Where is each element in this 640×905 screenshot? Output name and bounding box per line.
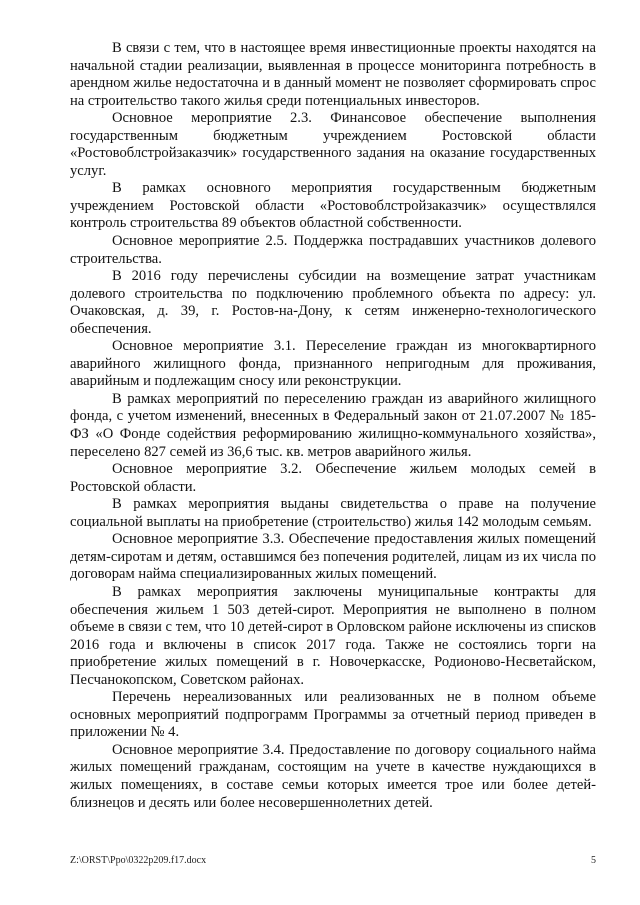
paragraph: В рамках мероприятия заключены муниципальные контракты для обеспечения жильем 1 503 детей-сирот. Мероприятия не выполнено в полном объеме в связи с тем, что 10 детей-сирот в Орловском районе исключены из списков 2016 года и включены в список 2017 года. Также не состоялись торги на приобретение жилых помещений в г. Новочеркасске, Родионово-Несветайском, Песчанокопском, Советском районах. (70, 583, 596, 688)
paragraph: Основное мероприятие 3.4. Предоставление по договору социального найма жилых помещений гражданам, состоящим на учете в качестве нуждающихся в жилых помещениях, в составе семьи которых имеется трое или более детей-близнецов и десять или более несовершеннолетних детей. (70, 741, 596, 811)
paragraph: Основное мероприятие 3.3. Обеспечение предоставления жилых помещений детям-сиротам и детям, оставшимся без попечения родителей, лицам из их числа по договорам найма специализированных жилых помещений. (70, 531, 596, 583)
paragraph: Основное мероприятие 2.3. Финансовое обеспечение выполнения государственным бюджетным учреждением Ростовской области «Ростовоблстройзаказчик» государственного задания на оказание государственных услуг. (70, 110, 596, 179)
footer-file-path: Z:\ORST\Ppo\0322p209.f17.docx (70, 855, 207, 866)
paragraph: В рамках мероприятий по переселению граждан из аварийного жилищного фонда, с учетом изменений, внесенных в Федеральный закон от 21.07.2007 № 185-ФЗ «О Фонде содействия реформированию жилищно-коммунального хозяйства», переселено 827 семей из 36,6 тыс. кв. метров аварийного жилья. (70, 390, 596, 460)
page-number: 5 (591, 855, 596, 866)
paragraph: В 2016 году перечислены субсидии на возмещение затрат участникам долевого строительства по подключению проблемного объекта по адресу: ул. Очаковская, д. 39, г. Ростов-на-Дону, к сетям инженерно-технологического обеспечения. (70, 268, 596, 337)
paragraph: Основное мероприятие 3.2. Обеспечение жильем молодых семей в Ростовской области. (70, 461, 596, 495)
paragraph: Основное мероприятие 2.5. Поддержка пострадавших участников долевого строительства. (70, 233, 596, 267)
paragraph: Основное мероприятие 3.1. Переселение граждан из многоквартирного аварийного жилищного фонда, признанного непригодным для проживания, аварийным и подлежащим сносу или реконструкции. (70, 338, 596, 390)
paragraph: В рамках основного мероприятия государственным бюджетным учреждением Ростовской области «Ростовоблстройзаказчик» осуществлялся контроль строительства 89 объектов областной собственности. (70, 180, 596, 232)
paragraph: В связи с тем, что в настоящее время инвестиционные проекты находятся на начальной стадии реализации, выявленная в процессе мониторинга потребность в арендном жилье недостаточна и в данный момент не позволяет сформировать спрос на строительство такого жилья среди потенциальных инвесторов. (70, 40, 596, 109)
document-body (70, 40, 596, 812)
paragraph: Перечень нереализованных или реализованных не в полном объеме основных мероприятий подпрограмм Программы за отчетный период приведен в приложении № 4. (70, 689, 596, 741)
paragraph: В рамках мероприятия выданы свидетельства о праве на получение социальной выплаты на приобретение (строительство) жилья 142 молодым семьям. (70, 496, 596, 530)
